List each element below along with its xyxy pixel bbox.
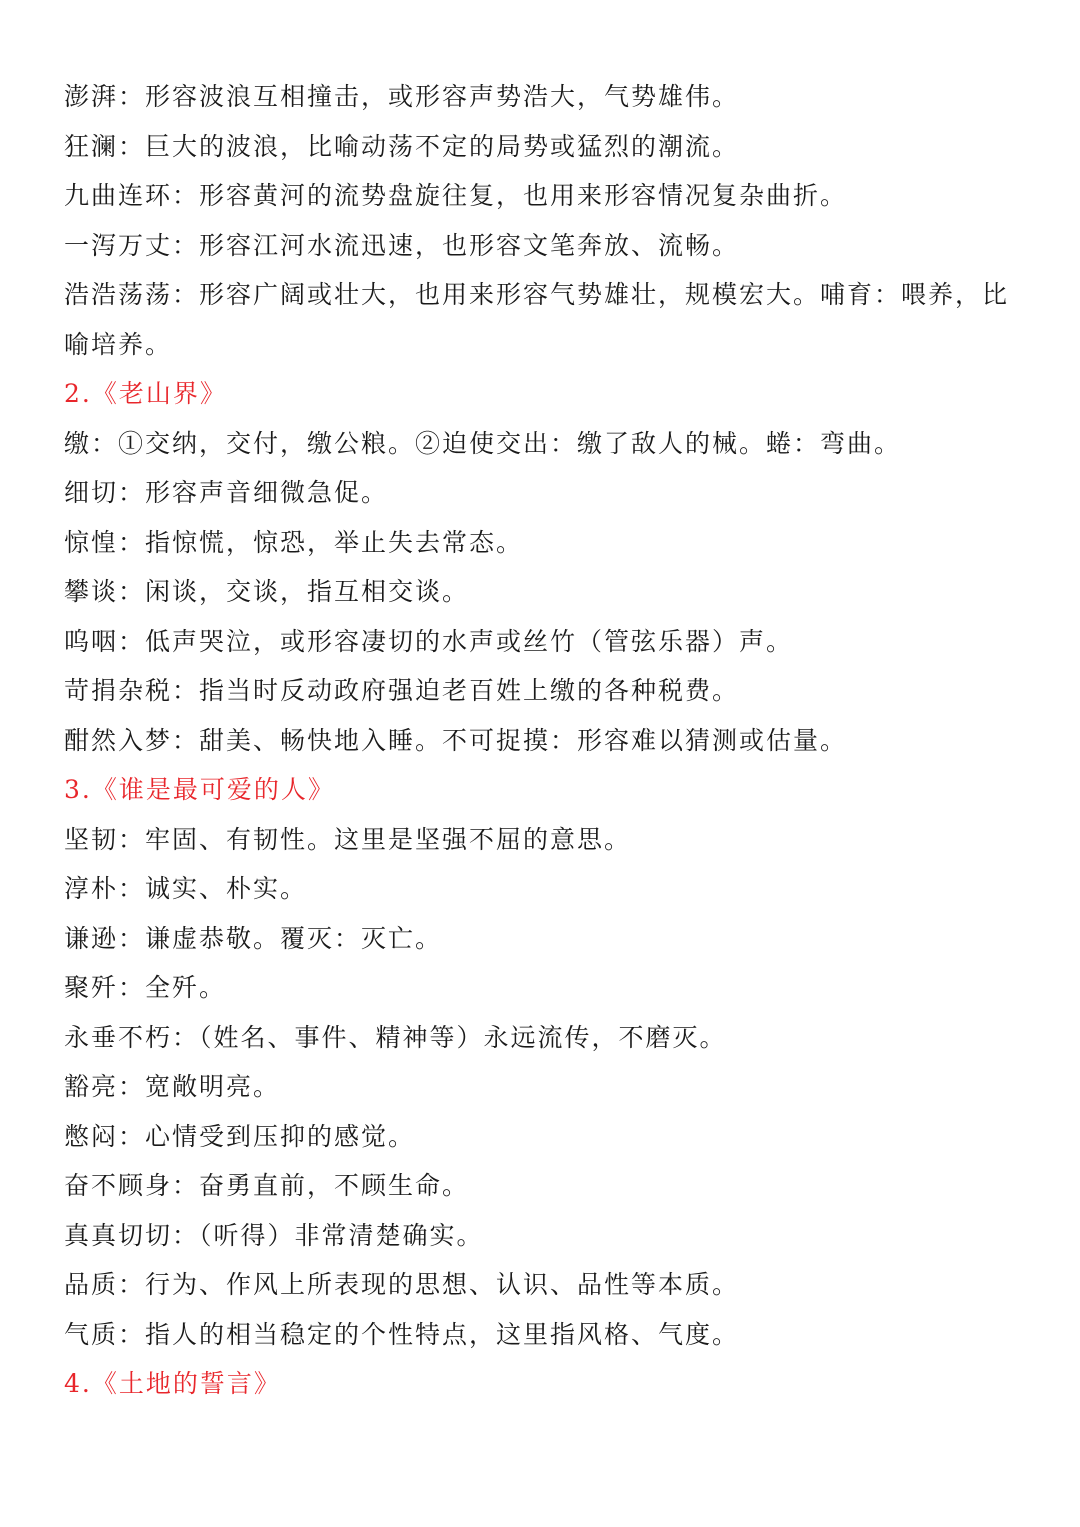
definition-line: 九曲连环：形容黄河的流势盘旋往复，也用来形容情况复杂曲折。 bbox=[64, 181, 848, 210]
definition-line: 豁亮：宽敞明亮。 bbox=[64, 1072, 281, 1101]
definition-line: 谦逊：谦虚恭敬。覆灭：灭亡。 bbox=[64, 923, 443, 953]
definition-line: 憋闷：心情受到压抑的感觉。 bbox=[64, 1121, 416, 1151]
section-heading: 4.《土地的誓言》 bbox=[64, 1369, 281, 1398]
definition-line: 浩浩荡荡：形容广阔或壮大，也用来形容气势雄壮，规模宏大。哺育：喂养，比 bbox=[64, 280, 1010, 309]
document-page bbox=[64, 72, 1024, 1409]
definition-line: 气质：指人的相当稳定的个性特点，这里指风格、气度。 bbox=[64, 1319, 740, 1349]
definition-line: 淳朴：诚实、朴实。 bbox=[64, 874, 308, 903]
definition-line: 呜咽：低声哭泣，或形容凄切的水声或丝竹（管弦乐器）声。 bbox=[64, 626, 794, 656]
definition-line: 聚歼：全歼。 bbox=[64, 973, 227, 1002]
section-heading: 2.《老山界》 bbox=[64, 379, 227, 408]
section-heading: 3.《谁是最可爱的人》 bbox=[64, 775, 335, 804]
definition-line: 细切：形容声音细微急促。 bbox=[64, 478, 389, 507]
definition-line: 攀谈：闲谈，交谈，指互相交谈。 bbox=[64, 577, 470, 606]
definition-line: 惊惶：指惊慌，惊恐，举止失去常态。 bbox=[64, 527, 524, 557]
definition-line: 永垂不朽：（姓名、事件、精神等）永远流传，不磨灭。 bbox=[64, 1022, 727, 1052]
definition-line: 狂澜：巨大的波浪，比喻动荡不定的局势或猛烈的潮流。 bbox=[64, 131, 740, 161]
definition-line: 奋不顾身：奋勇直前，不顾生命。 bbox=[64, 1171, 470, 1200]
definition-line: 坚韧：牢固、有韧性。这里是坚强不屈的意思。 bbox=[64, 824, 632, 854]
definition-line: 酣然入梦：甜美、畅快地入睡。不可捉摸：形容难以猜测或估量。 bbox=[64, 725, 848, 755]
definition-line: 缴：①交纳，交付，缴公粮。②迫使交出：缴了敌人的械。蜷：弯曲。 bbox=[64, 428, 902, 458]
definition-line: 澎湃：形容波浪互相撞击，或形容声势浩大，气势雄伟。 bbox=[64, 82, 740, 111]
definition-line: 苛捐杂税：指当时反动政府强迫老百姓上缴的各种税费。 bbox=[64, 676, 740, 705]
definition-line: 真真切切：（听得）非常清楚确实。 bbox=[64, 1220, 484, 1250]
definition-line: 一泻万丈：形容江河水流迅速，也形容文笔奔放、流畅。 bbox=[64, 230, 740, 260]
definition-line: 品质：行为、作风上所表现的思想、认识、品性等本质。 bbox=[64, 1270, 740, 1299]
definition-line: 喻培养。 bbox=[64, 329, 173, 359]
